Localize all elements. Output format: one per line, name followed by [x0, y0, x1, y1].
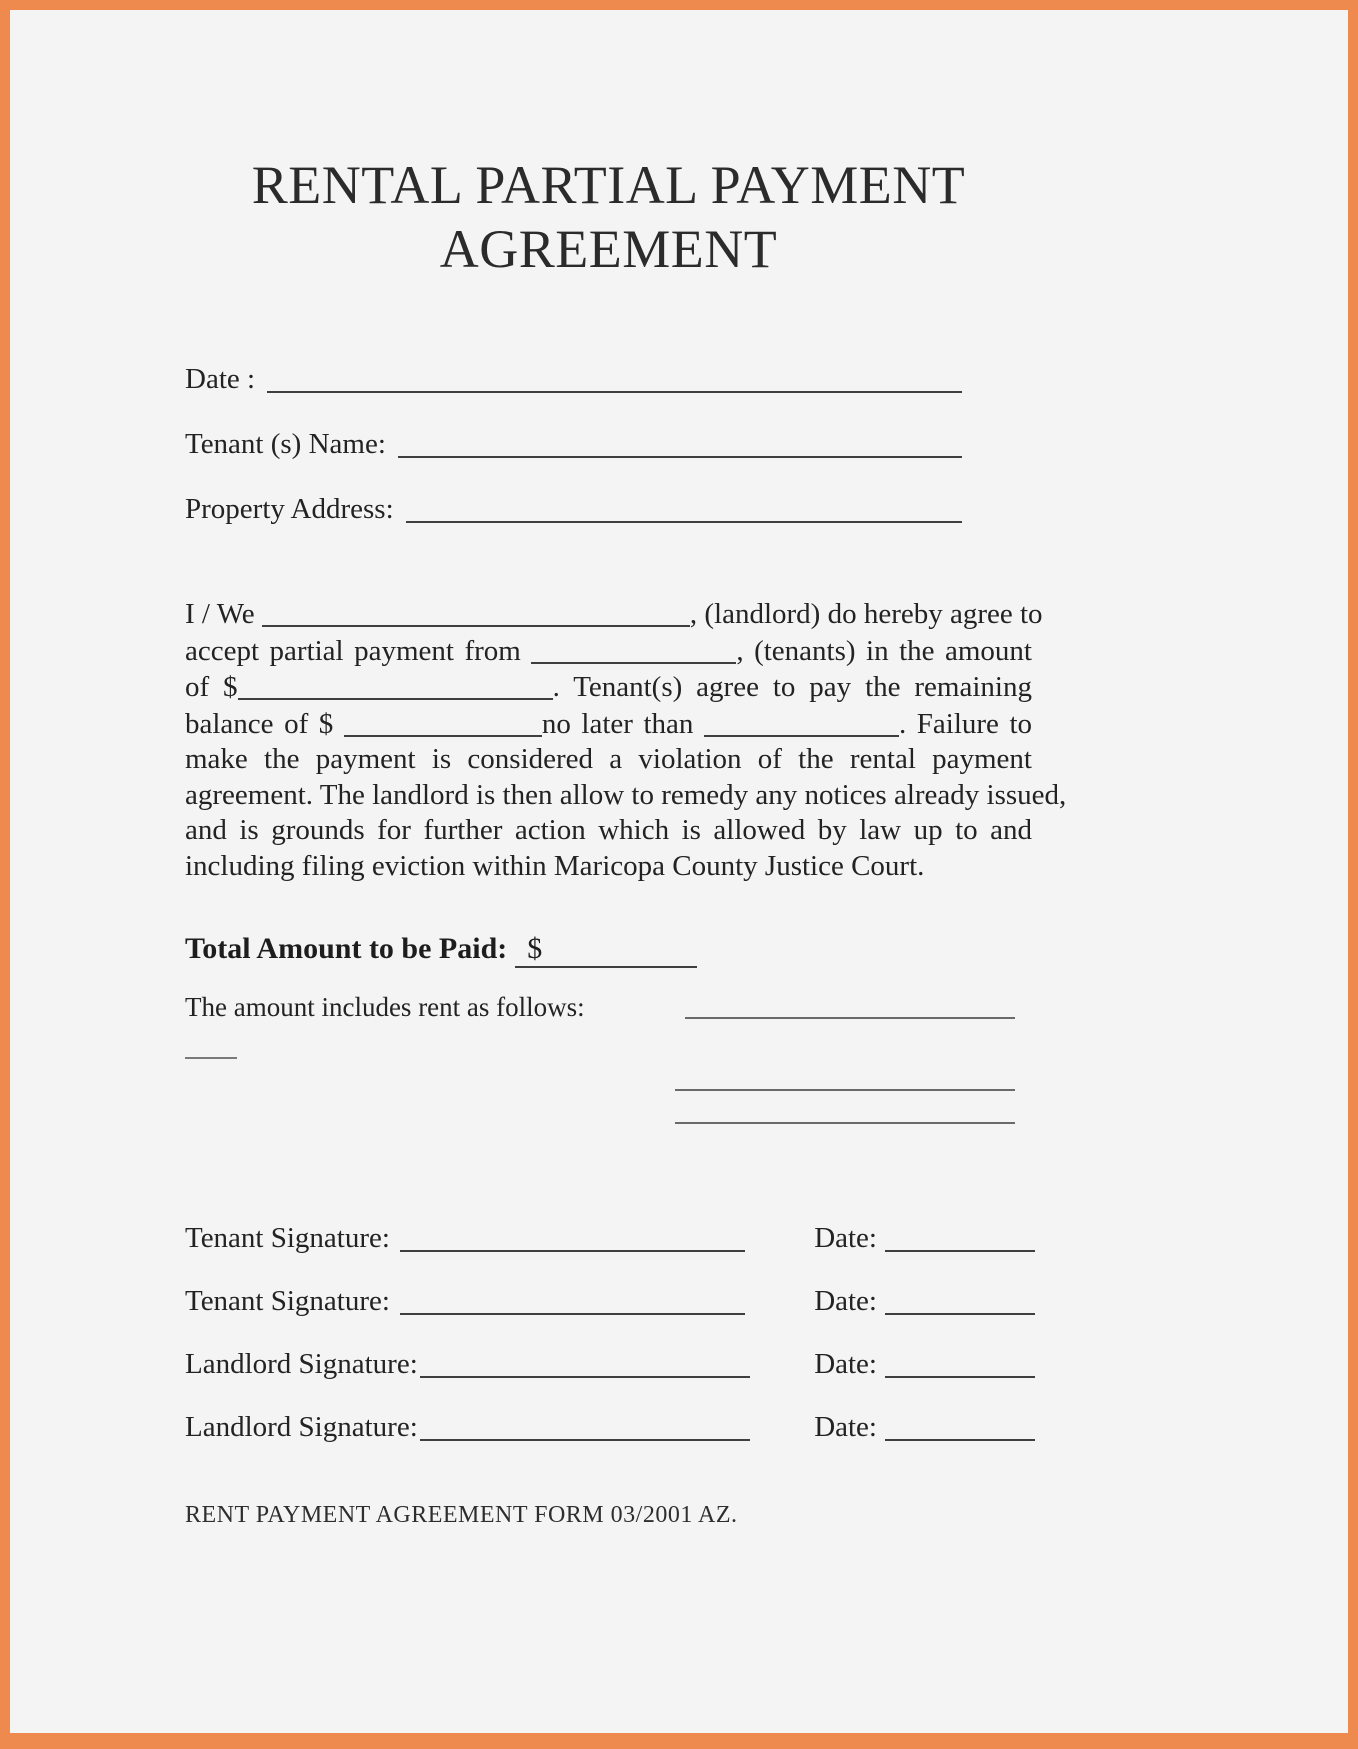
- agreement-text: and is grounds for further action which is allowed by law up to and: [185, 814, 1032, 846]
- landlord-signature-label: Landlord Signature:: [185, 1348, 418, 1380]
- landlord-signature-row-1: [185, 1348, 1035, 1381]
- tenant-name-label: Tenant (s) Name:: [185, 428, 386, 460]
- agreement-text: , (tenants) in the amount: [736, 634, 1032, 667]
- date-field-row: [185, 363, 962, 396]
- landlord-name-blank: [262, 596, 690, 627]
- total-amount-row: [185, 932, 1032, 968]
- rent-detail-blank-line-2: [675, 1120, 1015, 1124]
- form-footer-text: RENT PAYMENT AGREEMENT FORM 03/2001 AZ.: [185, 1502, 738, 1528]
- date-label: Date:: [814, 1285, 877, 1317]
- tenant-signature-line: [400, 1240, 745, 1252]
- agreement-text: agreement. The landlord is then allow to remedy any notices already issued,: [185, 778, 1067, 811]
- property-address-label: Property Address:: [185, 493, 394, 525]
- agreement-line: [185, 669, 1032, 706]
- agreement-paragraph: [185, 596, 1067, 884]
- remaining-balance-blank: [344, 706, 542, 737]
- landlord-signature-line: [420, 1366, 750, 1378]
- date-line: [885, 1303, 1035, 1315]
- amount-blank: [238, 669, 553, 700]
- tenant-signature-label: Tenant Signature:: [185, 1285, 390, 1317]
- amount-includes-label: The amount includes rent as follows:: [185, 992, 585, 1022]
- property-address-blank-line: [406, 511, 962, 523]
- agreement-text: accept partial payment from: [185, 634, 521, 667]
- title-line-1: RENTAL PARTIAL PAYMENT: [251, 155, 966, 215]
- property-address-field-row: [185, 493, 962, 526]
- agreement-line: [185, 633, 1032, 670]
- total-amount-blank-line: [515, 932, 697, 968]
- short-blank-line: [185, 1055, 237, 1059]
- agreement-line: [185, 742, 1032, 778]
- date-line: [885, 1429, 1035, 1441]
- rent-detail-lines: [185, 1087, 1015, 1124]
- document-title: [185, 153, 1032, 281]
- total-amount-label: Total Amount to be Paid:: [185, 932, 508, 965]
- date-label: Date:: [814, 1411, 877, 1443]
- agreement-text: . Tenant(s) agree to pay the remaining: [552, 671, 1032, 703]
- date-line: [885, 1240, 1035, 1252]
- tenant-name-field-row: [185, 428, 962, 461]
- rent-includes-blank-line: [685, 1007, 1015, 1019]
- document-page: [10, 10, 1348, 1733]
- agreement-line: [185, 596, 1043, 633]
- landlord-signature-label: Landlord Signature:: [185, 1411, 418, 1443]
- amount-includes-row: [185, 992, 1015, 1023]
- agreement-text: of $: [185, 671, 238, 703]
- tenant-signature-row-1: [185, 1222, 1035, 1255]
- date-blank-line: [267, 381, 962, 393]
- agreement-text: I / We: [185, 598, 255, 630]
- agreement-text: no later than: [541, 707, 694, 740]
- agreement-text: make the payment is considered a violation of the rental payment: [185, 743, 1032, 775]
- agreement-line: [185, 778, 1067, 814]
- agreement-text: balance of $: [185, 707, 334, 740]
- agreement-line: [185, 849, 1032, 885]
- agreement-text: , (landlord) do hereby agree to: [689, 598, 1043, 630]
- tenant-signature-line: [400, 1303, 745, 1315]
- rent-detail-blank-line-1: [675, 1087, 1015, 1091]
- landlord-signature-row-2: [185, 1411, 1035, 1444]
- tenant-signature-label: Tenant Signature:: [185, 1222, 390, 1254]
- document-content: [185, 153, 1067, 1529]
- date-label: Date:: [814, 1348, 877, 1380]
- agreement-text: including filing eviction within Maricopa County Justice Court.: [185, 849, 925, 882]
- tenant-signature-row-2: [185, 1285, 1035, 1318]
- agreement-line: [185, 813, 1032, 849]
- no-later-than-blank: [704, 706, 899, 737]
- title-line-2: AGREEMENT: [439, 219, 778, 279]
- date-label: Date:: [814, 1222, 877, 1254]
- agreement-line: [185, 706, 1032, 743]
- tenants-name-blank: [531, 633, 736, 664]
- agreement-text: . Failure to: [898, 707, 1033, 740]
- date-line: [885, 1366, 1035, 1378]
- landlord-signature-line: [420, 1429, 750, 1441]
- dollar-sign: $: [527, 932, 543, 965]
- tenant-name-blank-line: [398, 446, 962, 458]
- date-label: Date :: [185, 363, 256, 395]
